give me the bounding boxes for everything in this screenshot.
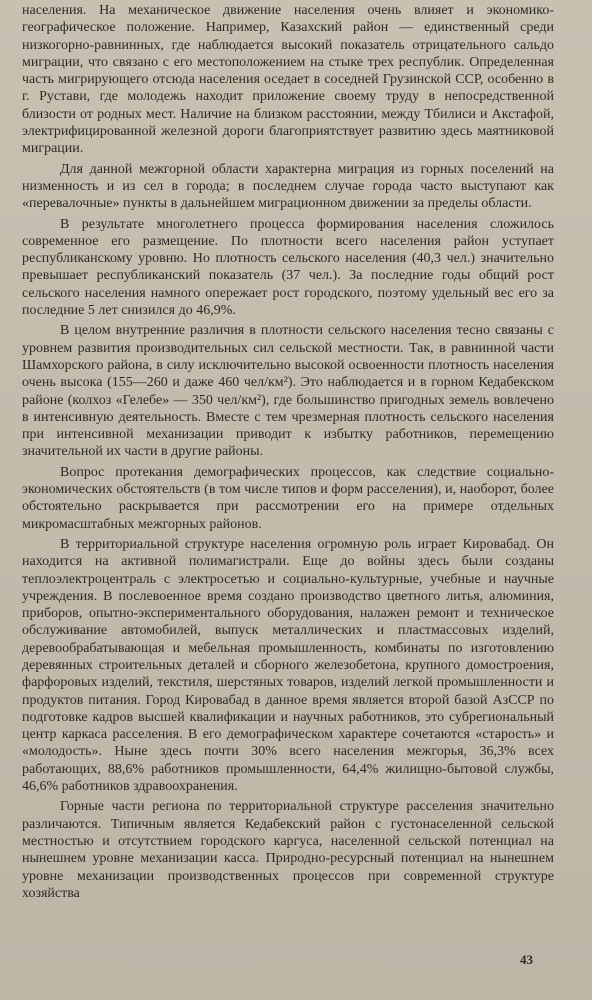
page-number: 43: [520, 952, 533, 967]
paragraph-1: населения. На механическое движение населения очень влияет и экономико-географическое положение. Например, Казахский район — единственный среди низкогорно-равнинных, где наблюдается высокий показатель отрицательного сальдо миграции, что связано с его местоположением на стыке трех республик. Определенная часть мигрирующего отсюда населения оседает в соседней Грузинской ССР, особенно в г. Рустави, где молодежь находит приложение своему труду в непосредственной близости от родных мест. Наличие на близком расстоянии, между Тбилиси и Акстафой, электрифицированной железной дороги благоприятствует развитию здесь маятниковой миграции.: [22, 3, 554, 157]
paragraph-7: Горные части региона по территориальной структуре расселения значительно различаются. Типичным является Кедабекский район с густонаселенной сельской местностью и отсутствием городского каргуса, населенной сельской потенциал на нынешнем уровне механизации касса. Природно-ресурсный потенциал на нынешнем уровне механизации производственных процессов при современной структуре хозяйства: [22, 799, 554, 901]
paragraph-2: Для данной межгорной области характерна миграция из горных поселений на низменность и из сел в города; в последнем случае города часто выступают как «перевалочные» пункты в дальнейшем миграционном движении за пределы области.: [22, 161, 554, 212]
paragraph-6: В территориальной структуре населения огромную роль играет Кировабад. Он находится на активной полимагистрали. Еще до войны здесь были созданы теплоэлектроцентраль с электросетью и социально-культурные, учебные и научные учреждения. В послевоенное время создано производство цветного литья, алюминия, приборов, опытно-экспериментального оборудования, налажен ремонт и техническое обслуживание автомобилей, выпуск металлических и пластмассовых изделий, деревообрабатывающая и мебельная промышленность, комбинаты по изготовлению деревянных строительных деталей и сборного железобетона, крупного домостроения, фарфоровых изделий, текстиля, шерстяных товаров, изделий легкой промышленности и продуктов питания. Город Кировабад в данное время является второй базой АзССР по подготовке кадров высшей квалификации и научных работников, это субрегиональный центр каркаса расселения. В его демографическом характере сочетаются «старость» и «молодость». Ныне здесь почти 30% всего населения межгорья, 36,3% всех работающих, 88,6% работников промышленности, 64,4% жилищно-бытовой службы, 46,6% работников здравоохранения.: [22, 536, 554, 795]
paragraph-5: Вопрос протекания демографических процессов, как следствие социально-экономических обстоятельств (в том числе типов и форм расселения), и, наоборот, более обстоятельно раскрывается при рассмотрении его на примере отдельных микромасштабных межгорных районов.: [22, 464, 554, 532]
paragraph-3: В результате многолетнего процесса формирования населения сложилось современное его размещение. По плотности всего населения район уступает республиканскому уровню. Но плотность сельского населения (40,3 чел.) значительно превышает республиканский показатель (37 чел.). За последние годы общий рост сельского населения намного опережает рост городского, поэтому удельный вес его за последние 5 лет снизился до 46,9%.: [22, 216, 554, 319]
body-text: [22, 2, 554, 902]
paragraph-4: В целом внутренние различия в плотности сельского населения тесно связаны с уровнем развития производительных сил сельской местности. Так, в равнинной части Шамхорского района, в силу исключительно высокой освоенности плотность населения очень высока (155—260 и даже 460 чел/км²). Это наблюдается и в горном Кедабекском районе (колхоз «Гелебе» — 350 чел/км²), где большинство пригодных земель вовлечено в интенсивную деятельность. Вместе с тем чрезмерная плотность сельского населения при интенсивной механизации приводит к избытку работников, перемещению значительной их части в другие районы.: [22, 323, 554, 460]
